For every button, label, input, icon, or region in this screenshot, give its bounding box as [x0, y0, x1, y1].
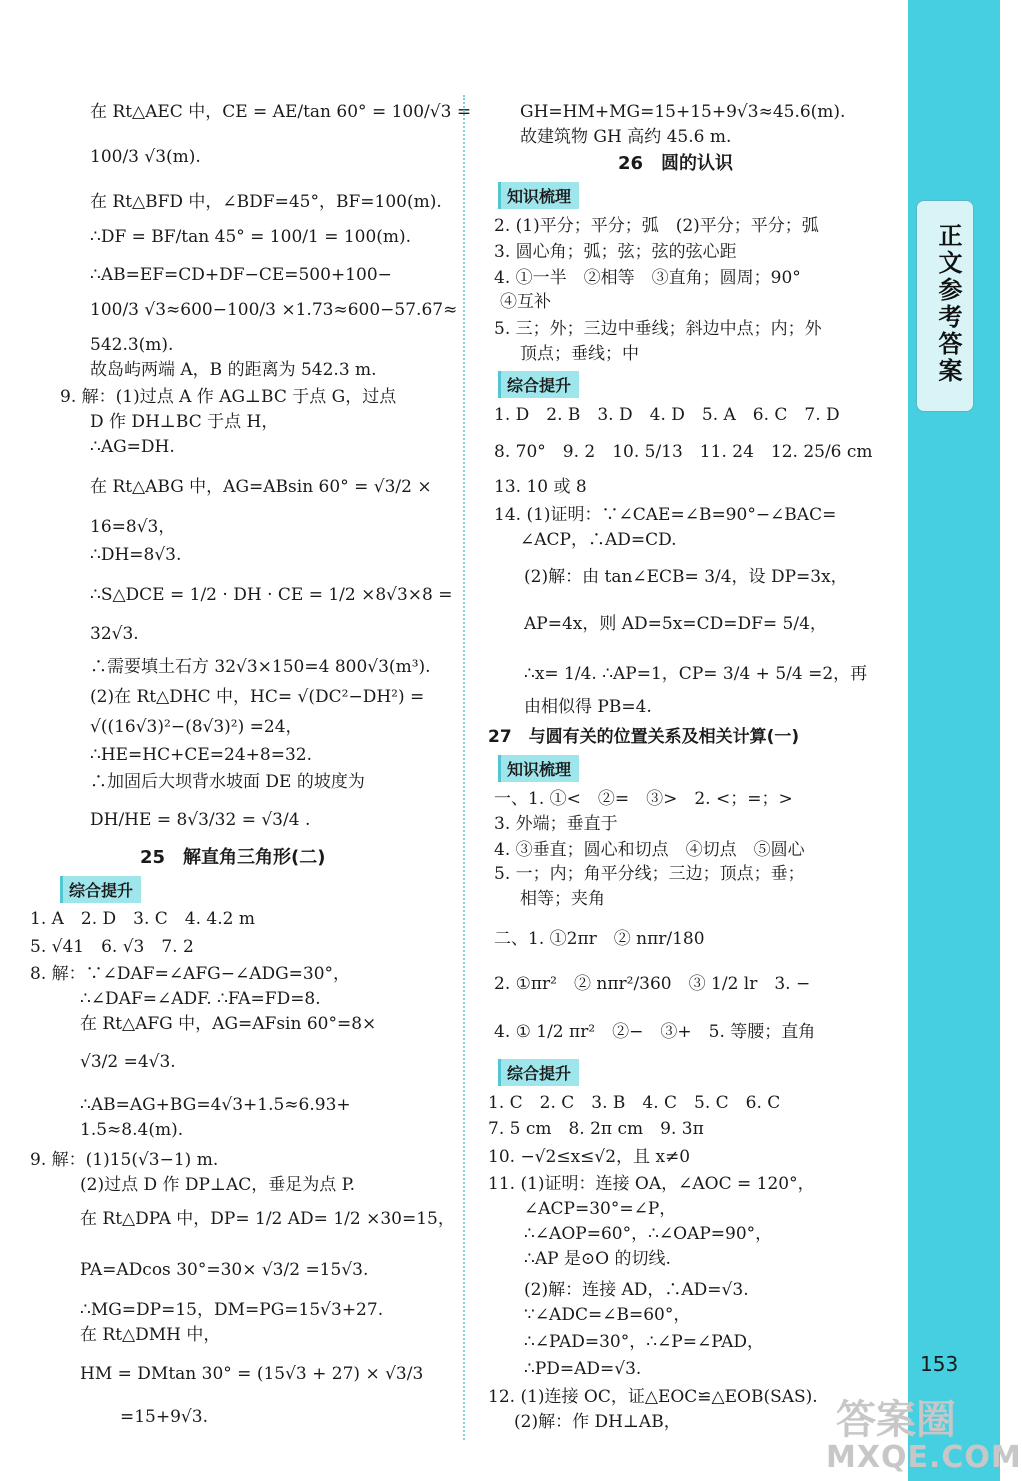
text-line: 在 Rt△AEC 中，CE = AE/tan 60° = 100/√3 = — [90, 102, 472, 122]
text-line: ∠ACP=30°=∠P， — [524, 1199, 677, 1219]
text-line: 100/3 √3(m). — [90, 147, 201, 167]
text-line: 5. √41 6. √3 7. 2 — [30, 937, 194, 957]
text-line: 故建筑物 GH 高约 45.6 m. — [520, 127, 732, 147]
watermark — [800, 1388, 1022, 1481]
text-line: 顶点；垂线；中 — [520, 344, 639, 364]
sidebar-tab[interactable] — [916, 200, 974, 412]
text-line: ∴MG=DP=15，DM=PG=15√3+27. — [80, 1300, 384, 1320]
text-line: 5. 三；外；三边中垂线；斜边中点；内；外 — [494, 319, 822, 339]
text-line: 9. 解：(1)过点 A 作 AG⊥BC 于点 G，过点 — [60, 387, 397, 407]
text-line: √((16√3)²−(8√3)²) =24， — [90, 717, 303, 737]
text-line: 3. 外端；垂直于 — [494, 814, 618, 834]
sidebar-tab-label: 正文参考答案 — [934, 223, 962, 385]
text-line: ∴∠DAF=∠ADF. ∴FA=FD=8. — [80, 989, 321, 1009]
text-line: 100/3 √3≈600−100/3 ×1.73≈600−57.67≈ — [90, 300, 458, 320]
text-line: ∴PD=AD=√3. — [524, 1359, 642, 1379]
text-line: D 作 DH⊥BC 于点 H， — [90, 412, 279, 432]
text-line: (2)解：由 tan∠ECB= 3/4，设 DP=3x， — [524, 567, 848, 587]
text-line: 2. ①πr² ② nπr²/360 ③ 1/2 lr 3. − — [494, 974, 811, 994]
text-line: ∴AP 是⊙O 的切线. — [524, 1249, 671, 1269]
text-line: 9. 解：(1)15(√3−1) m. — [30, 1150, 219, 1170]
text-line: 10. −√2≤x≤√2，且 x≠0 — [488, 1147, 691, 1167]
text-line: 4. ① 1/2 πr² ②− ③+ 5. 等腰；直角 — [494, 1022, 816, 1042]
text-line: 故岛屿两端 A，B 的距离为 542.3 m. — [90, 360, 377, 380]
sidebar-strip — [908, 0, 1000, 1481]
text-line: 13. 10 或 8 — [494, 477, 587, 497]
text-line: (2)解：连接 AD，∴AD=√3. — [524, 1280, 749, 1300]
section-badge: 综合提升 — [498, 1059, 579, 1086]
text-line: 1. A 2. D 3. C 4. 4.2 m — [30, 909, 255, 929]
text-line: 在 Rt△ABG 中，AG=ABsin 60° = √3/2 × — [90, 477, 432, 497]
text-line: 相等；夹角 — [520, 889, 605, 909]
text-line: ∴需要填土石方 32√3×150=4 800√3(m³). — [90, 657, 431, 677]
text-line: 二、1. ①2πr ② nπr/180 — [494, 929, 705, 949]
text-line: (2)解：作 DH⊥AB， — [514, 1412, 681, 1432]
text-line: ④互补 — [500, 292, 551, 312]
text-line: 14. (1)证明：∵∠CAE=∠B=90°−∠BAC= — [494, 505, 837, 525]
text-line: 2. (1)平分；平分；弧 (2)平分；平分；弧 — [494, 216, 819, 236]
text-line: 在 Rt△DMH 中， — [80, 1325, 221, 1345]
section-heading: 26 圆的认识 — [618, 153, 734, 174]
text-line: 16=8√3， — [90, 517, 176, 537]
text-line: 11. (1)证明：连接 OA，∠AOC = 120°， — [488, 1174, 815, 1194]
section-badge: 综合提升 — [498, 371, 579, 398]
section-heading: 27 与圆有关的位置关系及相关计算(一) — [488, 727, 800, 747]
text-line: ∴加固后大坝背水坡面 DE 的坡度为 — [90, 772, 365, 792]
text-line: 3. 圆心角；弧；弦；弦的弦心距 — [494, 242, 737, 262]
text-line: ∴S△DCE = 1/2 · DH · CE = 1/2 ×8√3×8 = — [90, 585, 453, 605]
text-line: PA=ADcos 30°=30× √3/2 =15√3. — [80, 1260, 369, 1280]
text-line: 4. ①一半 ②相等 ③直角；圆周；90° — [494, 268, 801, 288]
text-line: 5. 一；内；角平分线；三边；顶点；垂； — [494, 864, 805, 884]
text-line: ∴DF = BF/tan 45° = 100/1 = 100(m). — [90, 227, 412, 247]
text-line: 一、1. ①< ②= ③> 2. <；=；> — [494, 789, 793, 809]
watermark-url: MXQE.COM — [826, 1440, 1022, 1475]
section-badge: 知识梳理 — [498, 755, 579, 782]
text-line: 在 Rt△DPA 中，DP= 1/2 AD= 1/2 ×30=15， — [80, 1209, 455, 1229]
text-line: 7. 5 cm 8. 2π cm 9. 3π — [488, 1119, 704, 1139]
text-line: √3/2 =4√3. — [80, 1052, 176, 1072]
section-heading: 25 解直角三角形(二) — [140, 847, 326, 868]
text-line: 由相似得 PB=4. — [524, 697, 652, 717]
text-line: ∴AB=EF=CD+DF−CE=500+100− — [90, 265, 392, 285]
text-line: DH/HE = 8√3/32 = √3/4 . — [90, 810, 311, 830]
text-line: ∠ACP，∴AD=CD. — [520, 530, 677, 550]
text-line: ∴AG=DH. — [90, 437, 175, 457]
text-line: ∴∠AOP=60°，∴∠OAP=90°， — [524, 1224, 773, 1244]
text-line: 1. D 2. B 3. D 4. D 5. A 6. C 7. D — [494, 405, 840, 425]
text-line: =15+9√3. — [120, 1407, 208, 1427]
text-line: 在 Rt△AFG 中，AG=AFsin 60°=8× — [80, 1014, 377, 1034]
text-line: 1.5≈8.4(m). — [80, 1120, 184, 1140]
text-line: 8. 70° 9. 2 10. 5/13 11. 24 12. 25/6 cm — [494, 442, 873, 462]
text-line: (2)在 Rt△DHC 中，HC= √(DC²−DH²) = — [90, 687, 425, 707]
text-line: ∴∠PAD=30°，∴∠P=∠PAD， — [524, 1332, 764, 1352]
text-line: (2)过点 D 作 DP⊥AC，垂足为点 P. — [80, 1175, 356, 1195]
text-line: ∴DH=8√3. — [90, 545, 182, 565]
text-line: ∴HE=HC+CE=24+8=32. — [90, 745, 313, 765]
watermark-title: 答案圈 — [836, 1397, 956, 1443]
text-line: 在 Rt△BFD 中，∠BDF=45°，BF=100(m). — [90, 192, 442, 212]
column-divider — [463, 95, 465, 1440]
section-badge: 知识梳理 — [498, 182, 579, 209]
text-line: ∴AB=AG+BG=4√3+1.5≈6.93+ — [80, 1095, 351, 1115]
text-line: 12. (1)连接 OC，证△EOC≌△EOB(SAS). — [488, 1387, 818, 1407]
text-line: HM = DMtan 30° = (15√3 + 27) × √3/3 — [80, 1364, 424, 1384]
text-line: 4. ③垂直；圆心和切点 ④切点 ⑤圆心 — [494, 840, 805, 860]
section-badge: 综合提升 — [60, 876, 141, 903]
text-line: 8. 解：∵∠DAF=∠AFG−∠ADG=30°， — [30, 964, 351, 984]
page-number: 153 — [920, 1352, 959, 1376]
text-line: ∴x= 1/4. ∴AP=1，CP= 3/4 + 5/4 =2，再 — [524, 664, 868, 684]
text-line: 32√3. — [90, 624, 139, 644]
text-line: GH=HM+MG=15+15+9√3≈45.6(m). — [520, 102, 846, 122]
text-line: AP=4x，则 AD=5x=CD=DF= 5/4， — [524, 614, 827, 634]
text-line: 1. C 2. C 3. B 4. C 5. C 6. C — [488, 1093, 781, 1113]
text-line: 542.3(m). — [90, 335, 174, 355]
text-line: ∵∠ADC=∠B=60°， — [524, 1305, 691, 1325]
